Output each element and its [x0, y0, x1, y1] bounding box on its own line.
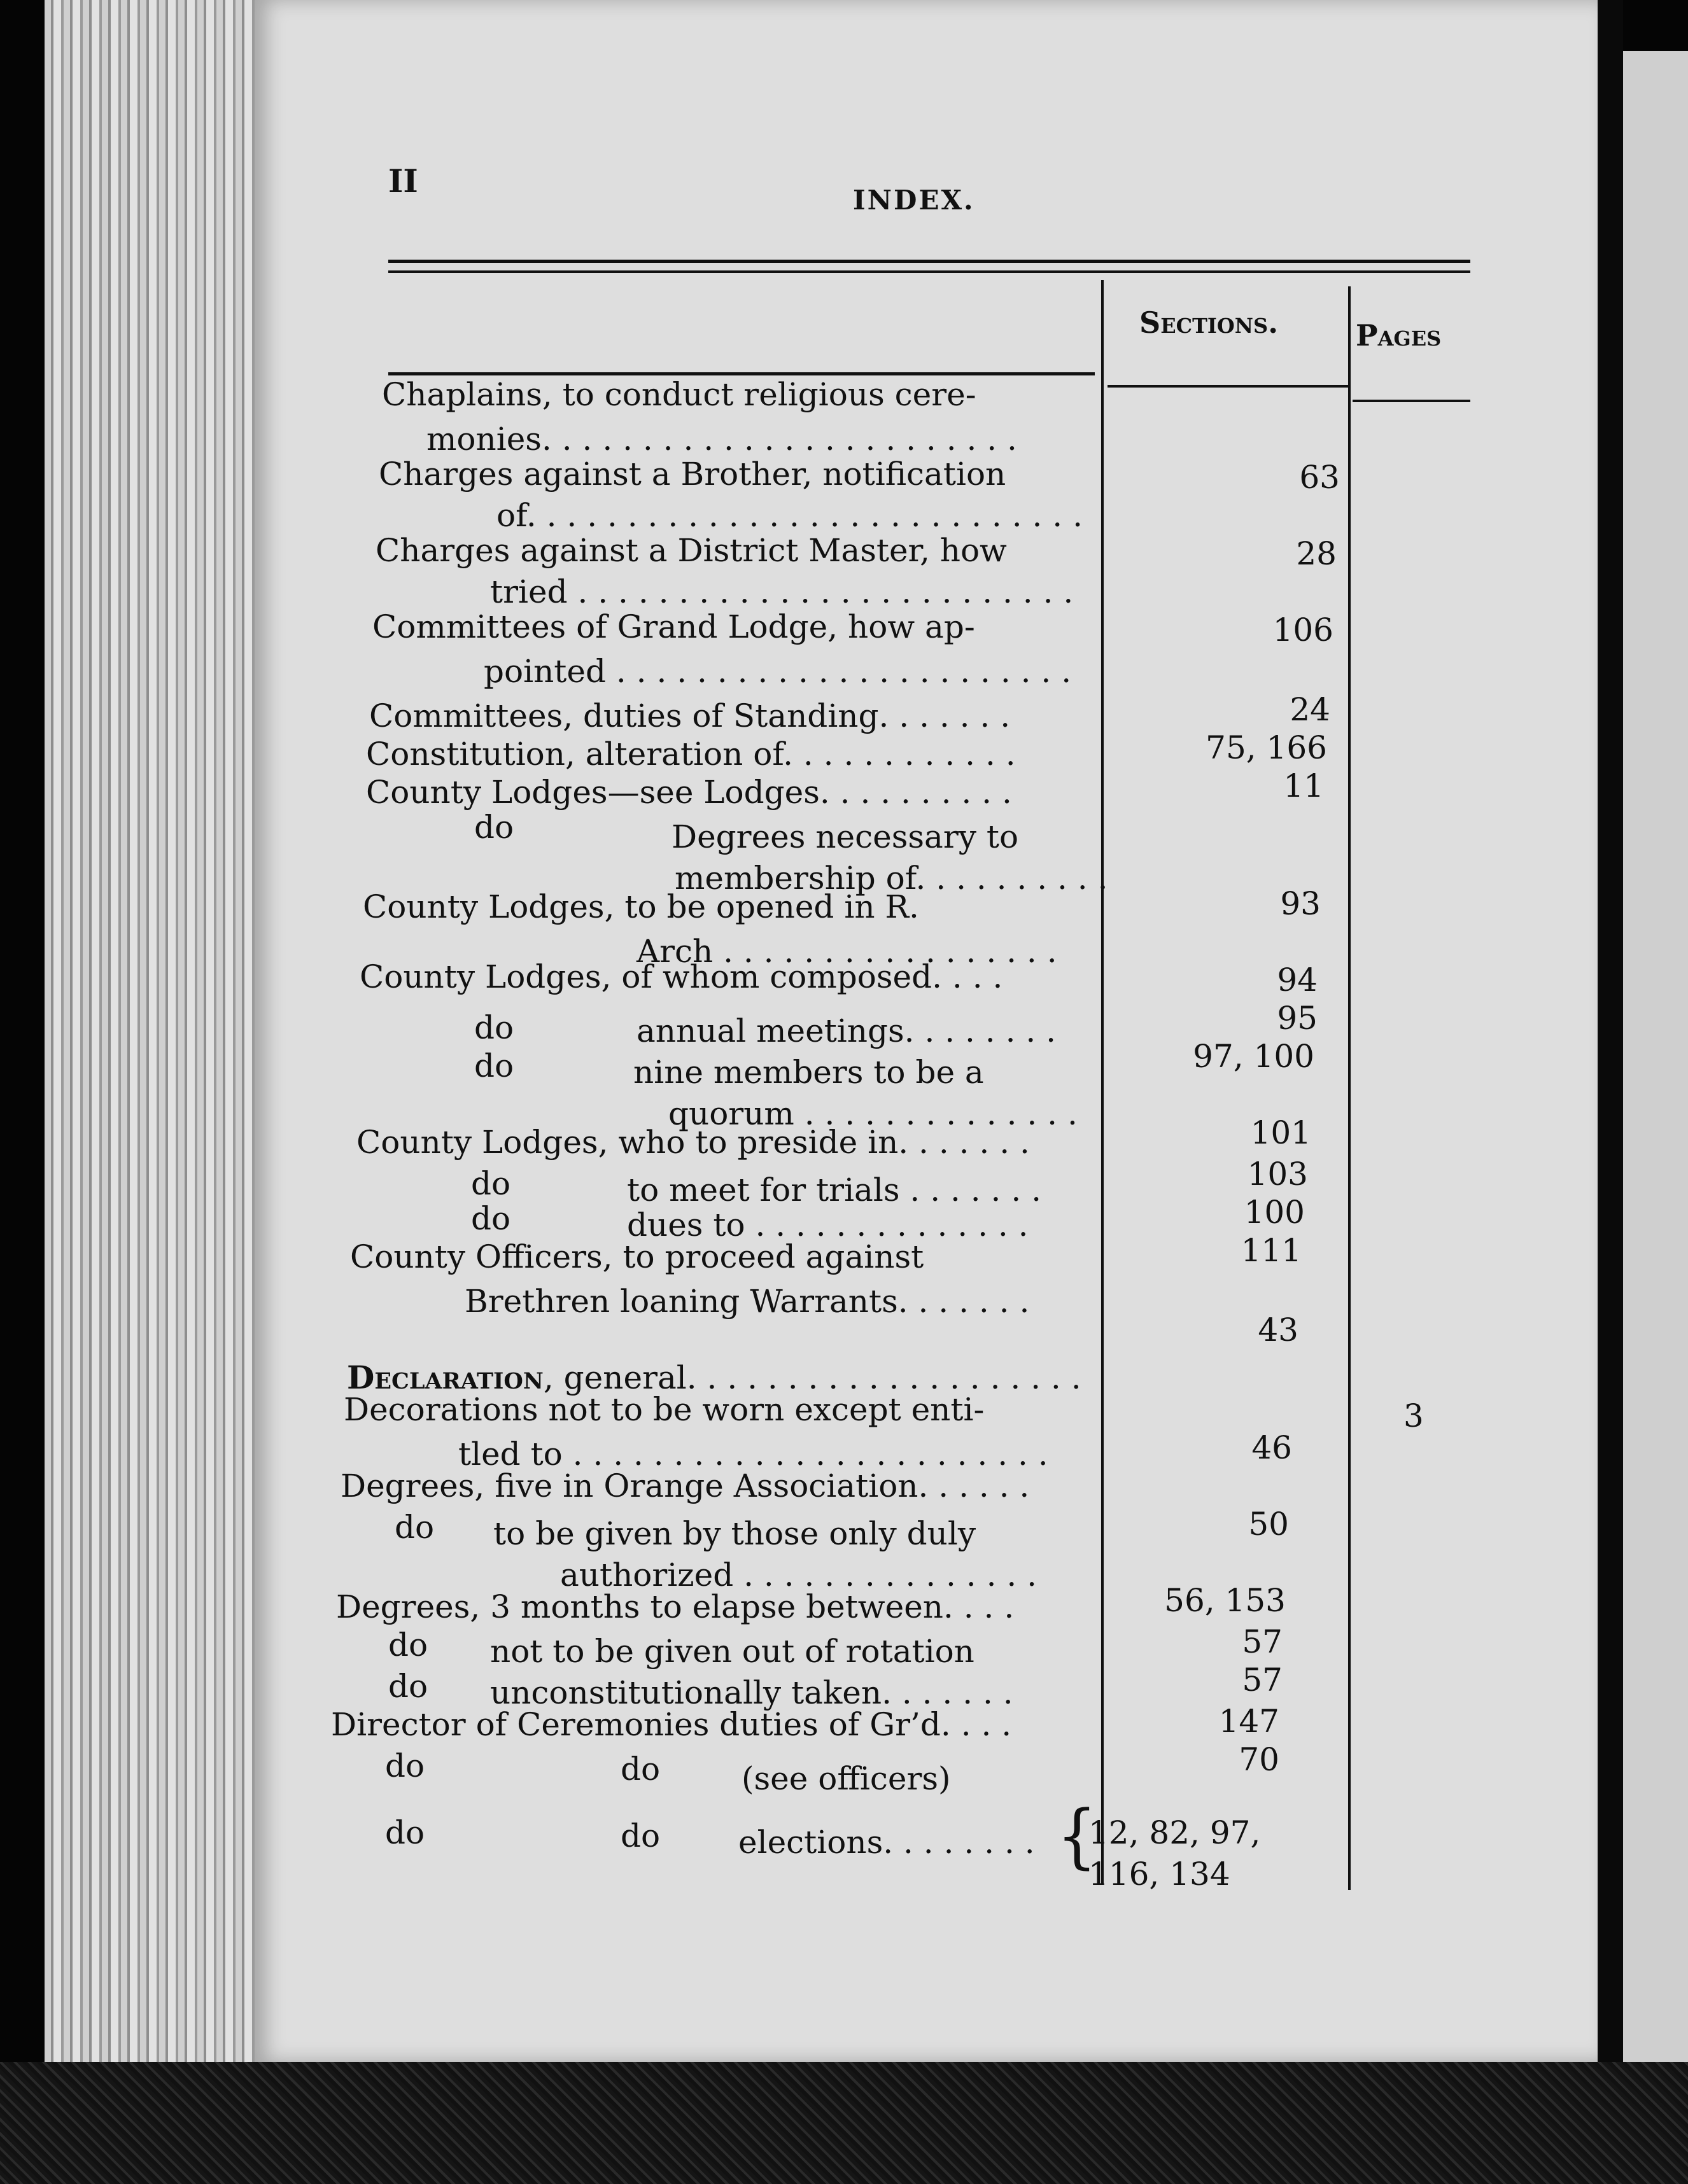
index-line: Charges against a District Master, how [376, 532, 1007, 569]
section-number: 100 [1244, 1194, 1305, 1231]
page-number: II [388, 162, 418, 200]
section-number: 12, 82, 97, [1088, 1814, 1261, 1851]
section-number: 95 [1277, 1000, 1318, 1037]
index-line: tled to . . . . . . . . . . . . . . . . . . . . . . . . [458, 1436, 1048, 1473]
index-line-ditto: do [388, 1668, 428, 1705]
section-number: 24 [1290, 691, 1330, 728]
section-number: 28 [1296, 535, 1337, 572]
index-line: tried . . . . . . . . . . . . . . . . . . . . . . . . . [490, 573, 1074, 610]
index-line: to be given by those only duly [493, 1515, 976, 1552]
section-number: 70 [1239, 1741, 1279, 1778]
index-line: pointed . . . . . . . . . . . . . . . . . . . . . . . [484, 653, 1072, 690]
index-line-ditto: do [474, 1009, 514, 1046]
index-line-ditto: do [385, 1747, 425, 1784]
header-rule-top [388, 260, 1470, 263]
page-title: INDEX. [853, 185, 975, 216]
index-line: annual meetings. . . . . . . . [637, 1012, 1057, 1049]
index-line: monies. . . . . . . . . . . . . . . . . . . . . . . . [426, 421, 1017, 458]
section-number: 11 [1283, 767, 1324, 804]
index-line: nine members to be a [633, 1054, 984, 1091]
index-line: of. . . . . . . . . . . . . . . . . . . . . . . . . . . . [496, 497, 1083, 534]
index-line: authorized . . . . . . . . . . . . . . . [560, 1557, 1037, 1593]
index-line: Arch . . . . . . . . . . . . . . . . . [637, 933, 1057, 970]
index-line-ditto: do [621, 1817, 661, 1854]
index-line-ditto: do [395, 1509, 435, 1546]
index-line-declaration [347, 1359, 1081, 1396]
section-number: 111 [1241, 1232, 1302, 1269]
section-number: 94 [1277, 962, 1318, 998]
index-line: Chaplains, to conduct religious cere- [382, 376, 976, 413]
index-line: County Lodges, who to preside in. . . . . . . [356, 1124, 1030, 1161]
index-line: County Officers, to proceed against [350, 1238, 924, 1275]
index-line: Director of Ceremonies duties of Gr’d. . . . [331, 1706, 1012, 1743]
section-number: 103 [1247, 1156, 1308, 1193]
index-line: unconstitutionally taken. . . . . . . [490, 1674, 1013, 1711]
index-line: Committees, duties of Standing. . . . . . . [369, 697, 1011, 734]
book-page-edges [45, 0, 261, 2119]
section-number: 75, 166 [1206, 729, 1327, 766]
section-number: 116, 134 [1088, 1856, 1230, 1893]
section-number: 46 [1251, 1429, 1292, 1466]
index-line: County Lodges, to be opened in R. [363, 888, 919, 925]
index-line-ditto: do [474, 809, 514, 846]
index-line-ditto: do [474, 1047, 514, 1084]
index-line-ditto: do [621, 1751, 661, 1788]
entries-header-rule [388, 372, 1095, 375]
declaration-heading: Declaration [347, 1359, 544, 1396]
index-line-ditto: do [388, 1627, 428, 1663]
index-line: Committees of Grand Lodge, how ap- [372, 608, 975, 645]
section-number: 56, 153 [1164, 1582, 1286, 1619]
sections-column-header: Sections. [1139, 305, 1279, 340]
section-number: 43 [1258, 1312, 1298, 1348]
background-fabric [0, 2062, 1688, 2184]
index-line: elections. . . . . . . . [738, 1824, 1035, 1861]
section-number: 57 [1242, 1623, 1283, 1660]
index-line: Degrees necessary to [672, 818, 1019, 855]
index-line: (see officers) [742, 1760, 951, 1797]
pages-header-rule [1353, 400, 1470, 402]
index-line: Degrees, five in Orange Association. . . . . . [341, 1467, 1030, 1504]
section-number: 147 [1218, 1703, 1279, 1740]
brace-symbol: { [1057, 1795, 1097, 1877]
header-rule-bottom [388, 270, 1470, 273]
section-number: 106 [1272, 612, 1333, 648]
section-number: 101 [1250, 1114, 1311, 1151]
facing-page-edge [1623, 51, 1688, 2087]
index-line: Constitution, alteration of. . . . . . . . . . . . [366, 736, 1016, 773]
sections-header-rule [1108, 385, 1349, 388]
index-line: membership of. . . . . . . . . . [675, 860, 1108, 897]
index-line: County Lodges—see Lodges. . . . . . . . . . [366, 774, 1012, 811]
section-number: 50 [1248, 1506, 1289, 1543]
index-line-ditto: do [471, 1165, 511, 1202]
index-line-ditto: do [471, 1200, 511, 1237]
section-number: 93 [1280, 885, 1321, 922]
pages-column-divider [1348, 286, 1351, 1890]
index-line: Degrees, 3 months to elapse between. . . . [336, 1588, 1015, 1625]
index-line: County Lodges, of whom composed. . . . [360, 958, 1003, 995]
index-line: quorum . . . . . . . . . . . . . . [668, 1095, 1078, 1132]
index-line: Decorations not to be worn except enti- [344, 1391, 985, 1428]
index-line: to meet for trials . . . . . . . [627, 1172, 1042, 1208]
section-number: 97, 100 [1193, 1038, 1314, 1075]
section-number: 63 [1299, 459, 1340, 496]
pages-column-header: Pages [1356, 318, 1442, 353]
index-line-ditto: do [385, 1814, 425, 1851]
index-line: Brethren loaning Warrants. . . . . . . [465, 1283, 1030, 1320]
index-line: not to be given out of rotation [490, 1633, 974, 1670]
book-gutter [1598, 0, 1623, 2087]
page-reference: 3 [1403, 1397, 1424, 1434]
section-number: 57 [1242, 1662, 1283, 1698]
declaration-rest: , general. . . . . . . . . . . . . . . . . . . . [543, 1359, 1081, 1396]
index-line: dues to . . . . . . . . . . . . . . [627, 1207, 1029, 1243]
index-line: Charges against a Brother, notification [379, 456, 1006, 493]
